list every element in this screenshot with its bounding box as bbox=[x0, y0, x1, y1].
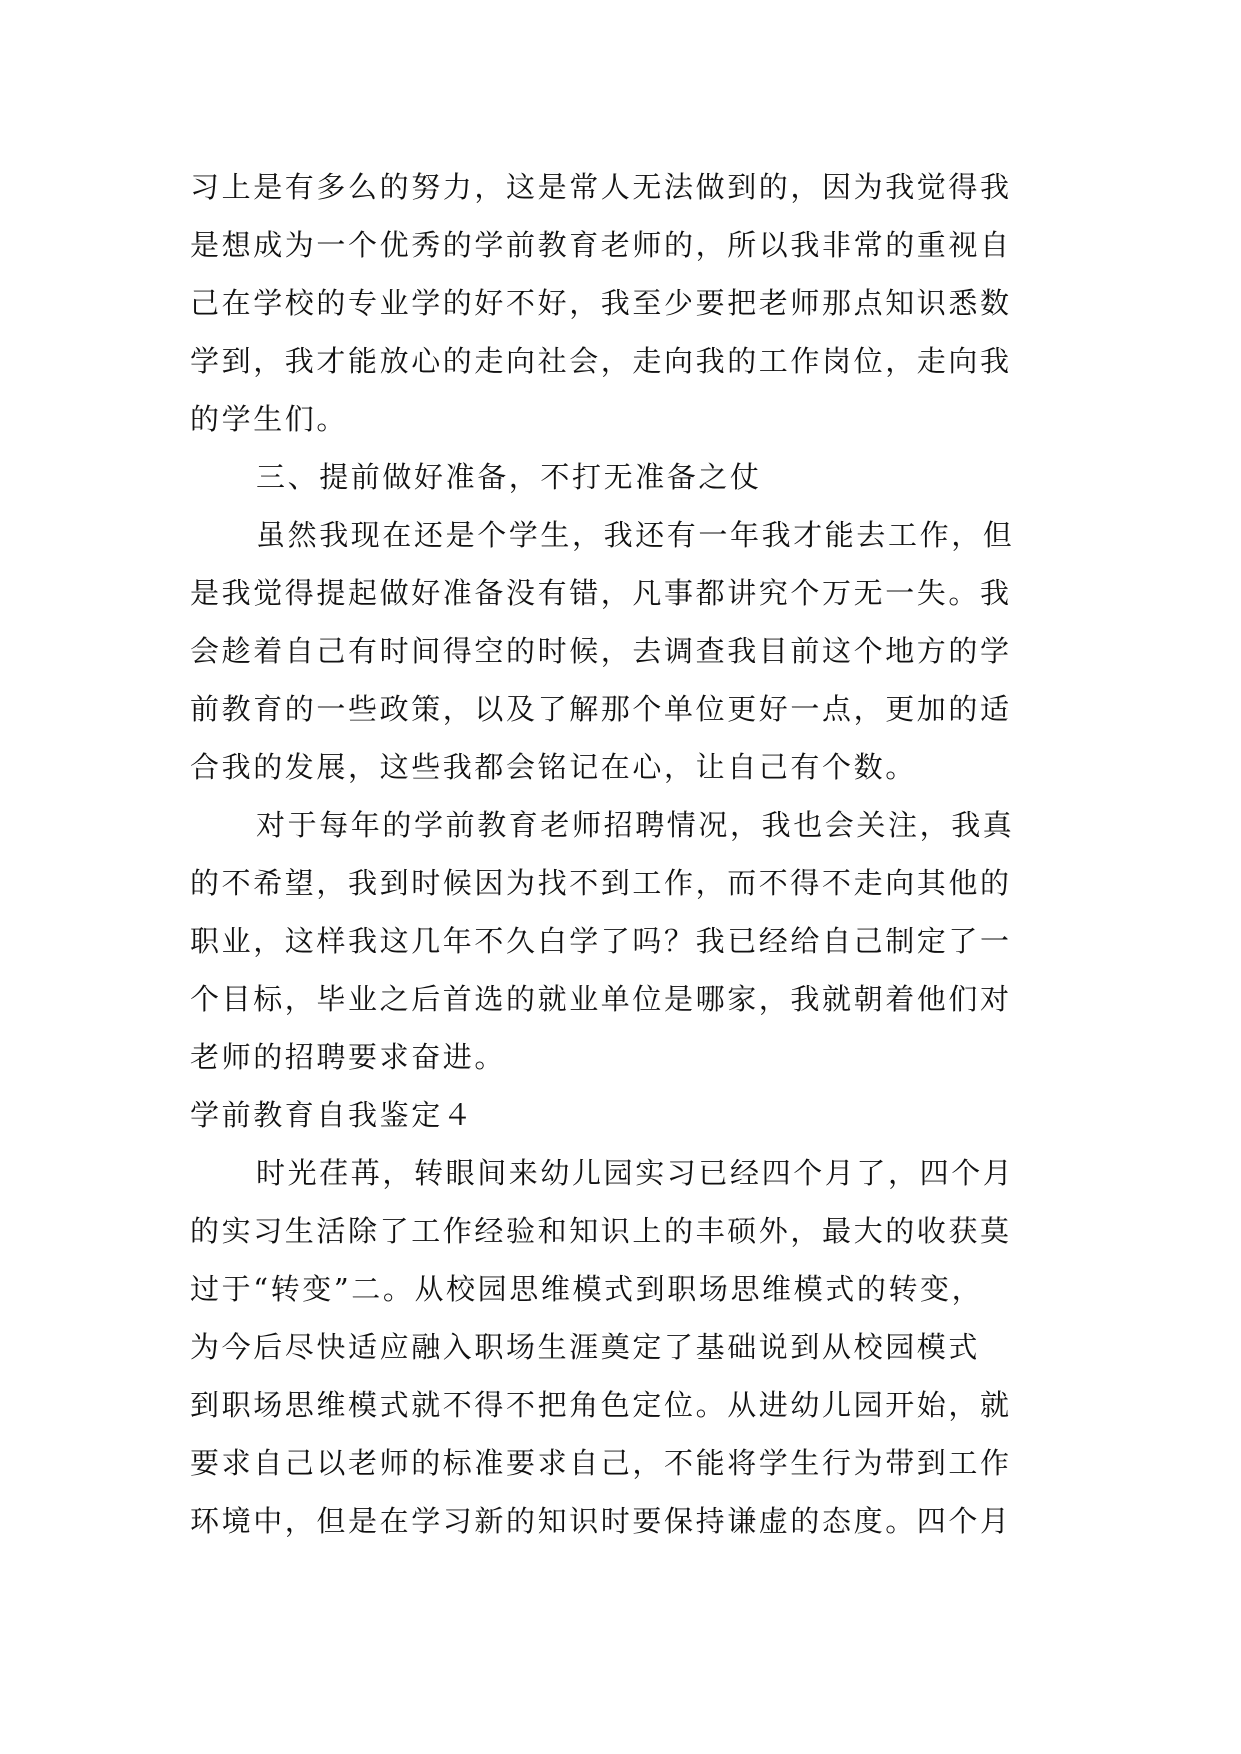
section-title: 学前教育自我鉴定４ bbox=[190, 1098, 475, 1132]
text-line: 是想成为一个优秀的学前教育老师的，所以我非常的重视自 bbox=[190, 228, 1012, 262]
text-line: 过于“转变”二。从校园思维模式到职场思维模式的转变， bbox=[190, 1272, 984, 1306]
text-line: 个目标，毕业之后首选的就业单位是哪家，我就朝着他们对 bbox=[190, 982, 1012, 1016]
subheading-prepare-ahead: 三、提前做好准备，不打无准备之仗 bbox=[256, 460, 762, 494]
text-line: 对于每年的学前教育老师招聘情况，我也会关注，我真 bbox=[256, 808, 1015, 842]
text-line: 的学生们。 bbox=[190, 402, 349, 436]
text-line: 虽然我现在还是个学生，我还有一年我才能去工作，但 bbox=[256, 518, 1015, 552]
paragraph-internship bbox=[190, 1144, 1050, 1550]
document-body bbox=[190, 158, 1050, 1550]
text-line: 习上是有多么的努力，这是常人无法做到的，因为我觉得我 bbox=[190, 170, 1012, 204]
text-line: 会趁着自己有时间得空的时候，去调查我目前这个地方的学 bbox=[190, 634, 1012, 668]
paragraph-recruitment bbox=[190, 796, 1050, 1086]
text-line: 为今后尽快适应融入职场生涯奠定了基础说到从校园模式 bbox=[190, 1330, 981, 1364]
text-line: 职业，这样我这几年不久白学了吗？我已经给自己制定了一 bbox=[190, 924, 1012, 958]
paragraph-preparation bbox=[190, 506, 1050, 796]
text-line: 的实习生活除了工作经验和知识上的丰硕外，最大的收获莫 bbox=[190, 1214, 1012, 1248]
text-line: 学到，我才能放心的走向社会，走向我的工作岗位，走向我 bbox=[190, 344, 1012, 378]
text-line: 要求自己以老师的标准要求自己，不能将学生行为带到工作 bbox=[190, 1446, 1012, 1480]
text-line: 己在学校的专业学的好不好，我至少要把老师那点知识悉数 bbox=[190, 286, 1012, 320]
text-line: 前教育的一些政策，以及了解那个单位更好一点，更加的适 bbox=[190, 692, 1012, 726]
text-line: 合我的发展，这些我都会铭记在心，让自己有个数。 bbox=[190, 750, 917, 784]
text-line: 到职场思维模式就不得不把角色定位。从进幼儿园开始，就 bbox=[190, 1388, 1012, 1422]
text-line: 环境中，但是在学习新的知识时要保持谦虚的态度。四个月 bbox=[190, 1504, 1012, 1538]
paragraph-study-effort bbox=[190, 158, 1050, 448]
text-line: 是我觉得提起做好准备没有错，凡事都讲究个万无一失。我 bbox=[190, 576, 1012, 610]
text-line: 时光荏苒，转眼间来幼儿园实习已经四个月了，四个月 bbox=[256, 1156, 1015, 1190]
text-line: 老师的招聘要求奋进。 bbox=[190, 1040, 507, 1074]
text-line: 的不希望，我到时候因为找不到工作，而不得不走向其他的 bbox=[190, 866, 1012, 900]
